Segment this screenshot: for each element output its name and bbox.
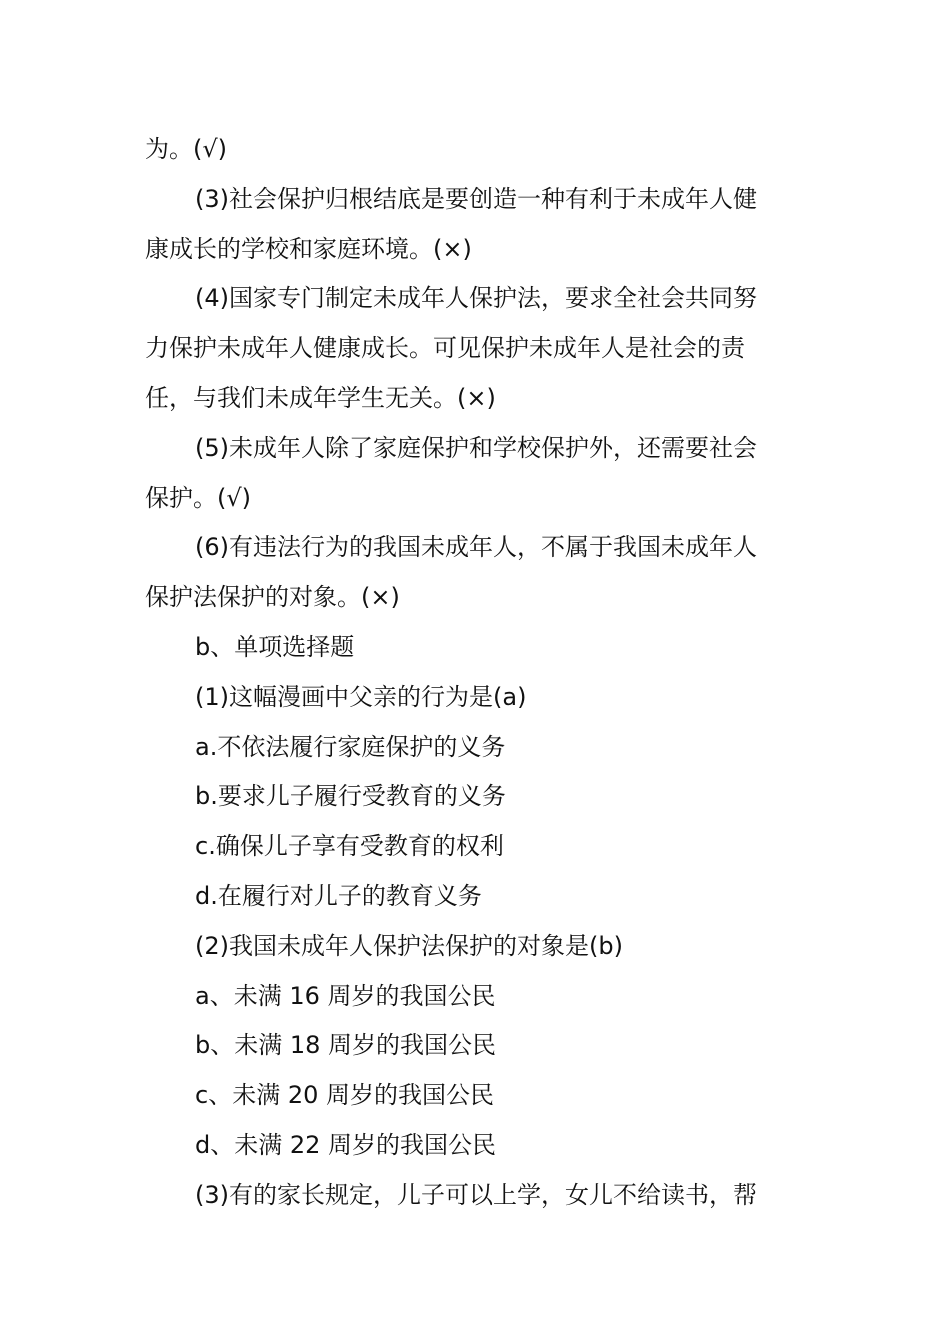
answer-option: d、未满 22 周岁的我国公民 xyxy=(195,1130,497,1159)
text-line: 任，与我们未成年学生无关。(×) xyxy=(145,383,496,412)
text-line: (6)有违法行为的我国未成年人，不属于我国未成年人 xyxy=(195,533,757,562)
text-line: (3)社会保护归根结底是要创造一种有利于未成年人健 xyxy=(195,184,757,213)
answer-option: b、未满 18 周岁的我国公民 xyxy=(195,1031,497,1060)
text-line: 康成长的学校和家庭环境。(×) xyxy=(145,234,472,263)
document-body xyxy=(145,125,810,1221)
answer-option: b.要求儿子履行受教育的义务 xyxy=(195,782,506,811)
answer-option: a.不依法履行家庭保护的义务 xyxy=(195,732,506,761)
answer-option: a、未满 16 周岁的我国公民 xyxy=(195,981,496,1010)
question: (3)有的家长规定，儿子可以上学，女儿不给读书，帮 xyxy=(195,1180,757,1209)
text-line: 为。(√) xyxy=(145,135,228,163)
question: (2)我国未成年人保护法保护的对象是(b) xyxy=(195,931,623,960)
answer-option: c.确保儿子享有受教育的权利 xyxy=(195,832,504,861)
answer-option: c、未满 20 周岁的我国公民 xyxy=(195,1081,494,1110)
text-line: 保护法保护的对象。(×) xyxy=(145,583,400,612)
text-line: 力保护未成年人健康成长。可见保护未成年人是社会的责 xyxy=(145,334,745,363)
text-line: (5)未成年人除了家庭保护和学校保护外，还需要社会 xyxy=(195,433,757,462)
text-line: 保护。(√) xyxy=(145,483,252,512)
question: (1)这幅漫画中父亲的行为是(a) xyxy=(195,682,527,711)
text-line: (4)国家专门制定未成年人保护法，要求全社会共同努 xyxy=(195,284,757,313)
answer-option: d.在履行对儿子的教育义务 xyxy=(195,881,482,910)
section-heading: b、单项选择题 xyxy=(195,632,355,661)
